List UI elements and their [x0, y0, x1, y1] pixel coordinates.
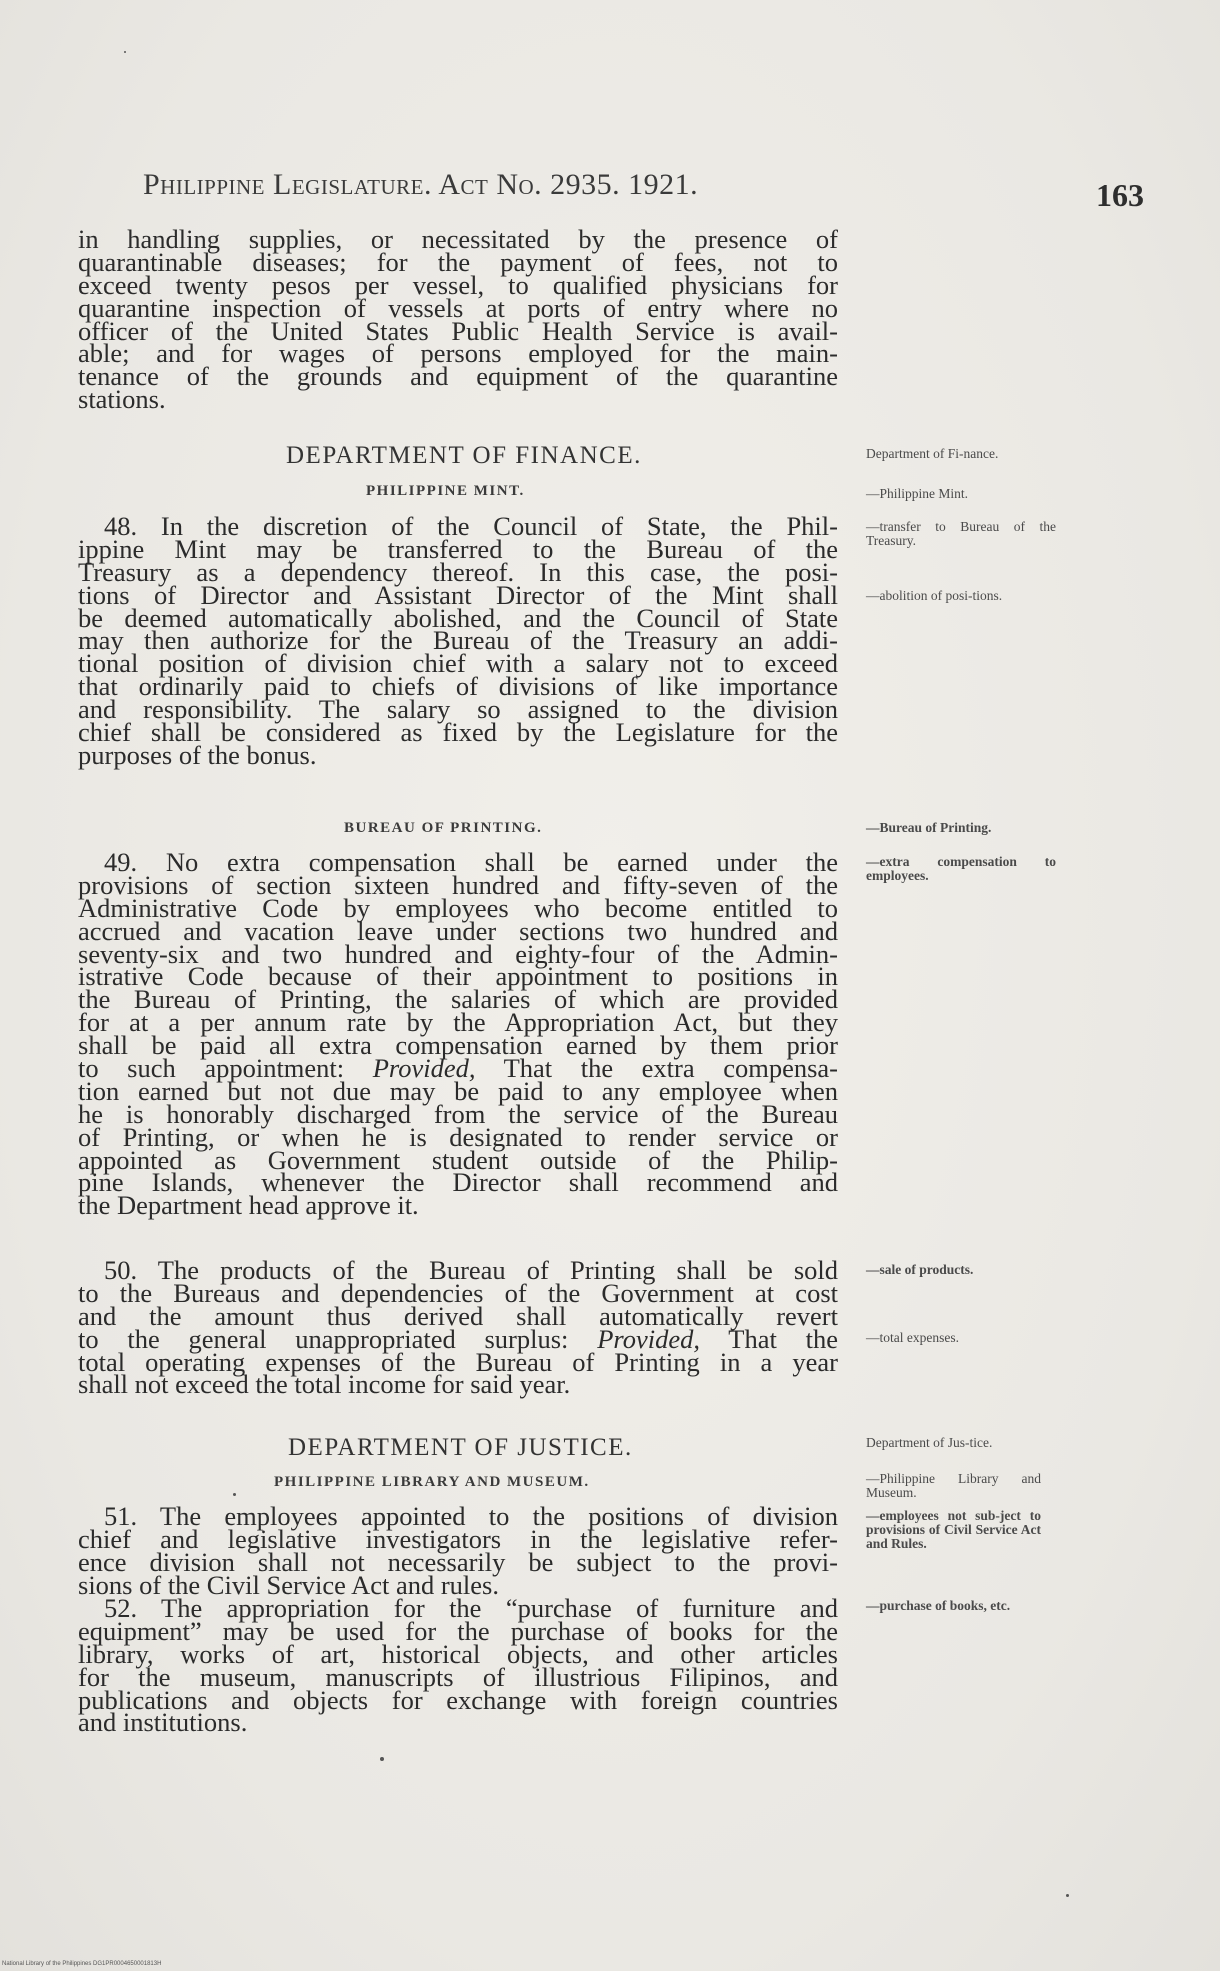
proviso-lead: to the general unappropriated surplus:	[78, 1323, 598, 1354]
text-line: 52. The appropriation for the “purchase of furniture and	[104, 1593, 838, 1623]
text-line: provisions of section sixteen hundred and fifty-seven of the	[78, 869, 838, 900]
text-line: appointed as Government student outside of the Philip-	[78, 1144, 838, 1175]
text-line: istrative Code because of their appointment to positions in	[78, 961, 838, 992]
running-head	[143, 168, 698, 202]
text-line: in handling supplies, or necessitated by the presence of	[78, 224, 838, 254]
text-line: total operating expenses of the Bureau of Printing in a year	[78, 1346, 838, 1377]
text-line: tional position of division chief with a salary not to exceed	[78, 648, 838, 679]
margin-note-dept-justice: Department of Jus-tice.	[866, 1435, 993, 1450]
text-line: the Bureau of Printing, the salaries of which are provided	[78, 984, 838, 1015]
text-line: of Printing, or when he is designated to render service or	[78, 1121, 838, 1152]
text-line: 48. In the discretion of the Council of State, the Phil-	[104, 511, 838, 541]
subheading-philippine-mint: PHILIPPINE MINT.	[366, 483, 525, 499]
intro-paragraph	[78, 224, 838, 415]
text-line: equipment” may be used for the purchase of books for the	[78, 1615, 838, 1646]
paragraph-48	[78, 511, 838, 770]
scan-speck	[380, 1757, 384, 1761]
text-line: and responsibility. The salary so assigned to the division	[78, 694, 838, 725]
proviso-trail: That the extra compensa-	[475, 1053, 838, 1084]
text-line: stations.	[78, 384, 166, 415]
proviso-word: Provided,	[372, 1053, 476, 1084]
text-line: he is honorably discharged from the service of the Bureau	[78, 1098, 838, 1129]
text-line: that ordinarily paid to chiefs of divisions of like importance	[78, 671, 838, 702]
text-line: to the Bureaus and dependencies of the Government at cost	[78, 1277, 838, 1308]
text-line: 51. The employees appointed to the positions of division	[104, 1501, 838, 1531]
margin-note-philippine-mint: —Philippine Mint.	[866, 486, 969, 501]
text-line: Treasury as a dependency thereof. In this case, the posi-	[78, 556, 838, 587]
text-line: accrued and vacation leave under sections two hundred and	[78, 915, 838, 946]
subheading-library-museum: PHILIPPINE LIBRARY AND MUSEUM.	[274, 1474, 590, 1490]
margin-note-abolition: —abolition of posi-tions.	[866, 588, 1003, 603]
text-line: and institutions.	[78, 1707, 248, 1738]
text-line: exceed twenty pesos per vessel, to qualified physicians for	[78, 269, 838, 300]
scan-credit: National Library of the Philippines DG1PR0004650001813H	[2, 1961, 162, 1967]
margin-note-bureau-of-printing: —Bureau of Printing.	[866, 820, 992, 835]
margin-note-dept-finance: Department of Fi-nance.	[866, 446, 999, 461]
proviso-word: Provided,	[597, 1323, 700, 1354]
text-line: for the museum, manuscripts of illustrious Filipinos, and	[78, 1661, 838, 1692]
text-line: able; and for wages of persons employed for the main-	[78, 338, 838, 369]
margin-note-employees-not-subject: —employees not sub-ject to provisions of Civil Service Act and Rules.	[866, 1508, 1041, 1551]
paragraph-52	[78, 1593, 838, 1738]
scan-speck	[124, 51, 126, 53]
text-line: tion earned but not due may be paid to any employee when	[78, 1075, 838, 1106]
text-line: quarantinable diseases; for the payment of fees, not to	[78, 246, 838, 277]
text-line: may then authorize for the Bureau of the Treasury an addi-	[78, 625, 838, 656]
text-line: tions of Director and Assistant Director of the Mint shall	[78, 579, 838, 610]
text-line: 50. The products of the Bureau of Printing shall be sold	[104, 1255, 838, 1285]
text-line: shall be paid all extra compensation earned by them prior	[78, 1030, 838, 1061]
margin-note-purchase-of-books: —purchase of books, etc.	[866, 1598, 1011, 1613]
paragraph-50	[78, 1255, 838, 1400]
text-line: seventy-six and two hundred and eighty-four of the Admin-	[78, 938, 838, 969]
text-line: officer of the United States Public Health Service is avail-	[78, 315, 838, 346]
text-line: tenance of the grounds and equipment of the quarantine	[78, 361, 838, 392]
proviso-trail: That the	[699, 1323, 838, 1354]
text-line: library, works of art, historical objects, and other articles	[78, 1638, 838, 1669]
subheading-bureau-of-printing: BUREAU OF PRINTING.	[344, 820, 543, 836]
text-line: sions of the Civil Service Act and rules.	[78, 1569, 499, 1600]
margin-note-sale-of-products: —sale of products.	[866, 1262, 974, 1277]
department-heading-finance: DEPARTMENT OF FINANCE.	[286, 442, 642, 469]
text-line: chief and legislative investigators in the legislative refer-	[78, 1523, 838, 1554]
margin-note-extra-compensation: —extra compensation to employees.	[866, 854, 1056, 883]
text-line: purposes of the bonus.	[78, 739, 317, 770]
text-line: publications and objects for exchange with foreign countries	[78, 1684, 838, 1715]
text-line: Administrative Code by employees who become entitled to	[78, 892, 838, 923]
proviso-lead: to such appointment:	[78, 1053, 373, 1084]
text-line: shall not exceed the total income for said year.	[78, 1369, 571, 1400]
margin-note-total-expenses: —total expenses.	[866, 1330, 959, 1345]
margin-note-library-museum: —Philippine Library and Museum.	[866, 1471, 1041, 1500]
department-heading-justice: DEPARTMENT OF JUSTICE.	[288, 1434, 633, 1461]
paragraph-49	[78, 847, 838, 1221]
paragraph-51	[78, 1501, 838, 1600]
text-line: chief shall be considered as fixed by the Legislature for the	[78, 717, 838, 748]
text-line: ence division shall not necessarily be subject to the provi-	[78, 1546, 838, 1577]
scan-speck	[233, 1493, 236, 1496]
text-line: 49. No extra compensation shall be earned under the	[104, 847, 838, 877]
text-line: and the amount thus derived shall automatically revert	[78, 1300, 838, 1331]
text-line: ippine Mint may be transferred to the Bureau of the	[78, 533, 838, 564]
text-line: the Department head approve it.	[78, 1190, 419, 1221]
text-line: quarantine inspection of vessels at ports of entry where no	[78, 292, 838, 323]
text-line: be deemed automatically abolished, and the Council of State	[78, 602, 838, 633]
page-number: 163	[1096, 177, 1144, 213]
running-head-text: Philippine Legislature. Act No. 2935. 1921.	[143, 168, 699, 201]
text-line: pine Islands, whenever the Director shall recommend and	[78, 1167, 838, 1198]
text-line: for at a per annum rate by the Appropriation Act, but they	[78, 1007, 838, 1038]
scan-speck	[1066, 1894, 1069, 1897]
margin-note-transfer: —transfer to Bureau of the Treasury.	[866, 519, 1056, 548]
